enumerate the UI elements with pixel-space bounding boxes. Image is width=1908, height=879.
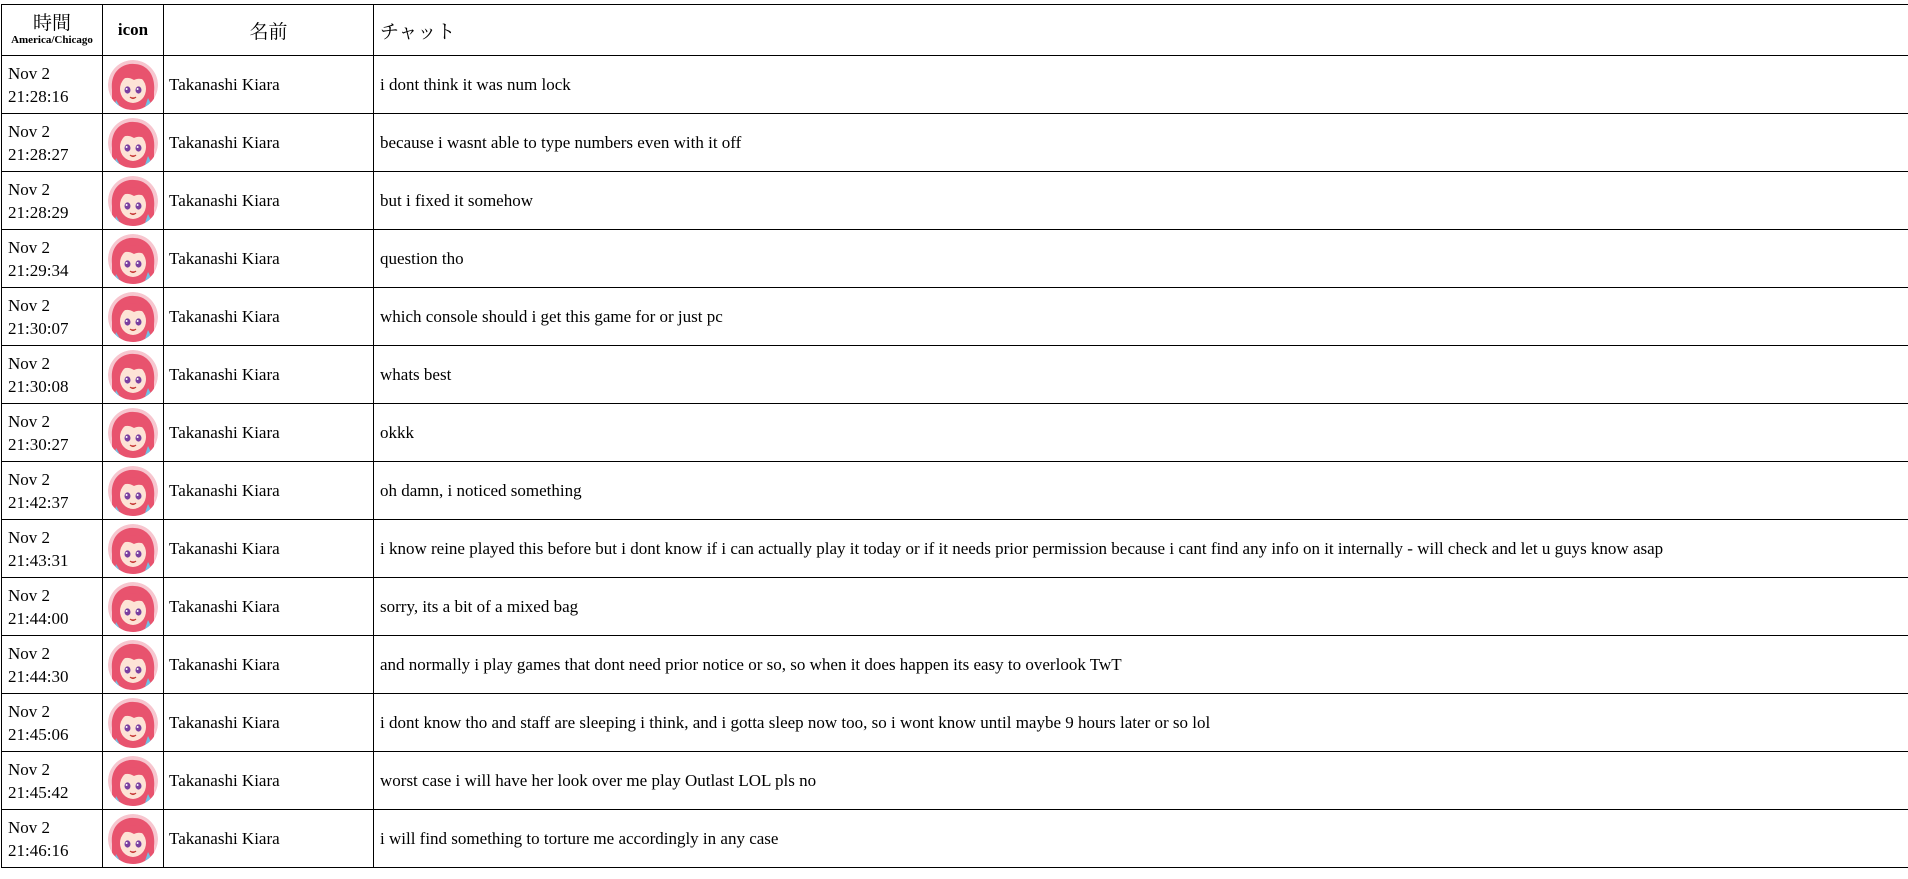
- table-row: [2, 230, 1908, 288]
- avatar-icon: [108, 756, 158, 806]
- chat-message: worst case i will have her look over me play Outlast LOL pls no: [374, 752, 1908, 810]
- chat-message: and normally i play games that dont need prior notice or so, so when it does happen its easy to overlook TwT: [374, 636, 1908, 694]
- chat-message: i dont think it was num lock: [374, 56, 1908, 114]
- avatar-icon: [108, 118, 158, 168]
- author-name: Takanashi Kiara: [164, 346, 374, 404]
- time-cell: [2, 56, 103, 114]
- header-name: 名前: [164, 5, 374, 56]
- table-row: [2, 172, 1908, 230]
- chat-message: i know reine played this before but i dont know if i can actually play it today or if it needs prior permission because i cant find any info on it internally - will check and let u guys know asap: [374, 520, 1908, 578]
- message-date: Nov 2: [8, 469, 51, 489]
- time-cell: [2, 752, 103, 810]
- time-cell: [2, 172, 103, 230]
- chat-message: oh damn, i noticed something: [374, 462, 1908, 520]
- icon-cell: [103, 462, 164, 520]
- icon-cell: [103, 520, 164, 578]
- message-time: 21:30:27: [8, 434, 69, 454]
- author-name: Takanashi Kiara: [164, 56, 374, 114]
- author-name: Takanashi Kiara: [164, 404, 374, 462]
- message-date: Nov 2: [8, 63, 51, 83]
- chat-message: okkk: [374, 404, 1908, 462]
- message-time: 21:28:16: [8, 86, 69, 106]
- message-time: 21:28:29: [8, 202, 69, 222]
- message-date: Nov 2: [8, 585, 51, 605]
- table-row: [2, 694, 1908, 752]
- message-time: 21:46:16: [8, 840, 69, 860]
- time-cell: [2, 404, 103, 462]
- message-time: 21:28:27: [8, 144, 69, 164]
- message-time: 21:42:37: [8, 492, 69, 512]
- table-row: [2, 346, 1908, 404]
- message-date: Nov 2: [8, 817, 51, 837]
- chat-message: question tho: [374, 230, 1908, 288]
- message-date: Nov 2: [8, 179, 51, 199]
- author-name: Takanashi Kiara: [164, 578, 374, 636]
- chat-message: but i fixed it somehow: [374, 172, 1908, 230]
- chat-message: which console should i get this game for or just pc: [374, 288, 1908, 346]
- table-row: [2, 288, 1908, 346]
- avatar-icon: [108, 640, 158, 690]
- icon-cell: [103, 172, 164, 230]
- message-time: 21:45:42: [8, 782, 69, 802]
- avatar-icon: [108, 408, 158, 458]
- table-row: [2, 578, 1908, 636]
- message-time: 21:45:06: [8, 724, 69, 744]
- table-row: [2, 636, 1908, 694]
- message-time: 21:43:31: [8, 550, 69, 570]
- message-date: Nov 2: [8, 701, 51, 721]
- time-cell: [2, 520, 103, 578]
- author-name: Takanashi Kiara: [164, 752, 374, 810]
- icon-cell: [103, 56, 164, 114]
- message-date: Nov 2: [8, 643, 51, 663]
- table-row: [2, 462, 1908, 520]
- message-time: 21:44:00: [8, 608, 69, 628]
- time-cell: [2, 230, 103, 288]
- time-cell: [2, 694, 103, 752]
- icon-cell: [103, 578, 164, 636]
- table-row: [2, 520, 1908, 578]
- avatar-icon: [108, 234, 158, 284]
- author-name: Takanashi Kiara: [164, 462, 374, 520]
- message-date: Nov 2: [8, 237, 51, 257]
- avatar-icon: [108, 698, 158, 748]
- chat-log-table: [1, 4, 1908, 868]
- author-name: Takanashi Kiara: [164, 694, 374, 752]
- author-name: Takanashi Kiara: [164, 636, 374, 694]
- avatar-icon: [108, 814, 158, 864]
- message-date: Nov 2: [8, 353, 51, 373]
- time-cell: [2, 288, 103, 346]
- chat-message: whats best: [374, 346, 1908, 404]
- time-cell: [2, 810, 103, 868]
- header-timezone: America/Chicago: [11, 33, 93, 46]
- table-row: [2, 56, 1908, 114]
- icon-cell: [103, 346, 164, 404]
- avatar-icon: [108, 524, 158, 574]
- icon-cell: [103, 288, 164, 346]
- chat-message: sorry, its a bit of a mixed bag: [374, 578, 1908, 636]
- table-row: [2, 810, 1908, 868]
- avatar-icon: [108, 176, 158, 226]
- message-date: Nov 2: [8, 121, 51, 141]
- message-date: Nov 2: [8, 411, 51, 431]
- header-time-label: 時間: [32, 12, 71, 34]
- message-time: 21:30:08: [8, 376, 69, 396]
- table-row: [2, 752, 1908, 810]
- message-time: 21:44:30: [8, 666, 69, 686]
- header-time: [2, 5, 103, 56]
- author-name: Takanashi Kiara: [164, 114, 374, 172]
- table-row: [2, 404, 1908, 462]
- icon-cell: [103, 694, 164, 752]
- message-time: 21:29:34: [8, 260, 69, 280]
- chat-message: because i wasnt able to type numbers even with it off: [374, 114, 1908, 172]
- time-cell: [2, 578, 103, 636]
- avatar-icon: [108, 582, 158, 632]
- author-name: Takanashi Kiara: [164, 810, 374, 868]
- message-time: 21:30:07: [8, 318, 69, 338]
- time-cell: [2, 346, 103, 404]
- time-cell: [2, 114, 103, 172]
- table-row: [2, 114, 1908, 172]
- chat-message: i will find something to torture me accordingly in any case: [374, 810, 1908, 868]
- avatar-icon: [108, 60, 158, 110]
- author-name: Takanashi Kiara: [164, 172, 374, 230]
- icon-cell: [103, 230, 164, 288]
- avatar-icon: [108, 292, 158, 342]
- icon-cell: [103, 404, 164, 462]
- table-header: [2, 5, 1908, 56]
- message-date: Nov 2: [8, 295, 51, 315]
- time-cell: [2, 636, 103, 694]
- icon-cell: [103, 636, 164, 694]
- author-name: Takanashi Kiara: [164, 288, 374, 346]
- icon-cell: [103, 752, 164, 810]
- author-name: Takanashi Kiara: [164, 520, 374, 578]
- avatar-icon: [108, 466, 158, 516]
- icon-cell: [103, 114, 164, 172]
- table-body: [2, 56, 1908, 868]
- header-row: [2, 5, 1908, 56]
- icon-cell: [103, 810, 164, 868]
- time-cell: [2, 462, 103, 520]
- header-chat: チャット: [374, 5, 1908, 56]
- author-name: Takanashi Kiara: [164, 230, 374, 288]
- message-date: Nov 2: [8, 527, 51, 547]
- message-date: Nov 2: [8, 759, 51, 779]
- chat-message: i dont know tho and staff are sleeping i think, and i gotta sleep now too, so i wont know until maybe 9 hours later or so lol: [374, 694, 1908, 752]
- header-icon: icon: [103, 5, 164, 56]
- avatar-icon: [108, 350, 158, 400]
